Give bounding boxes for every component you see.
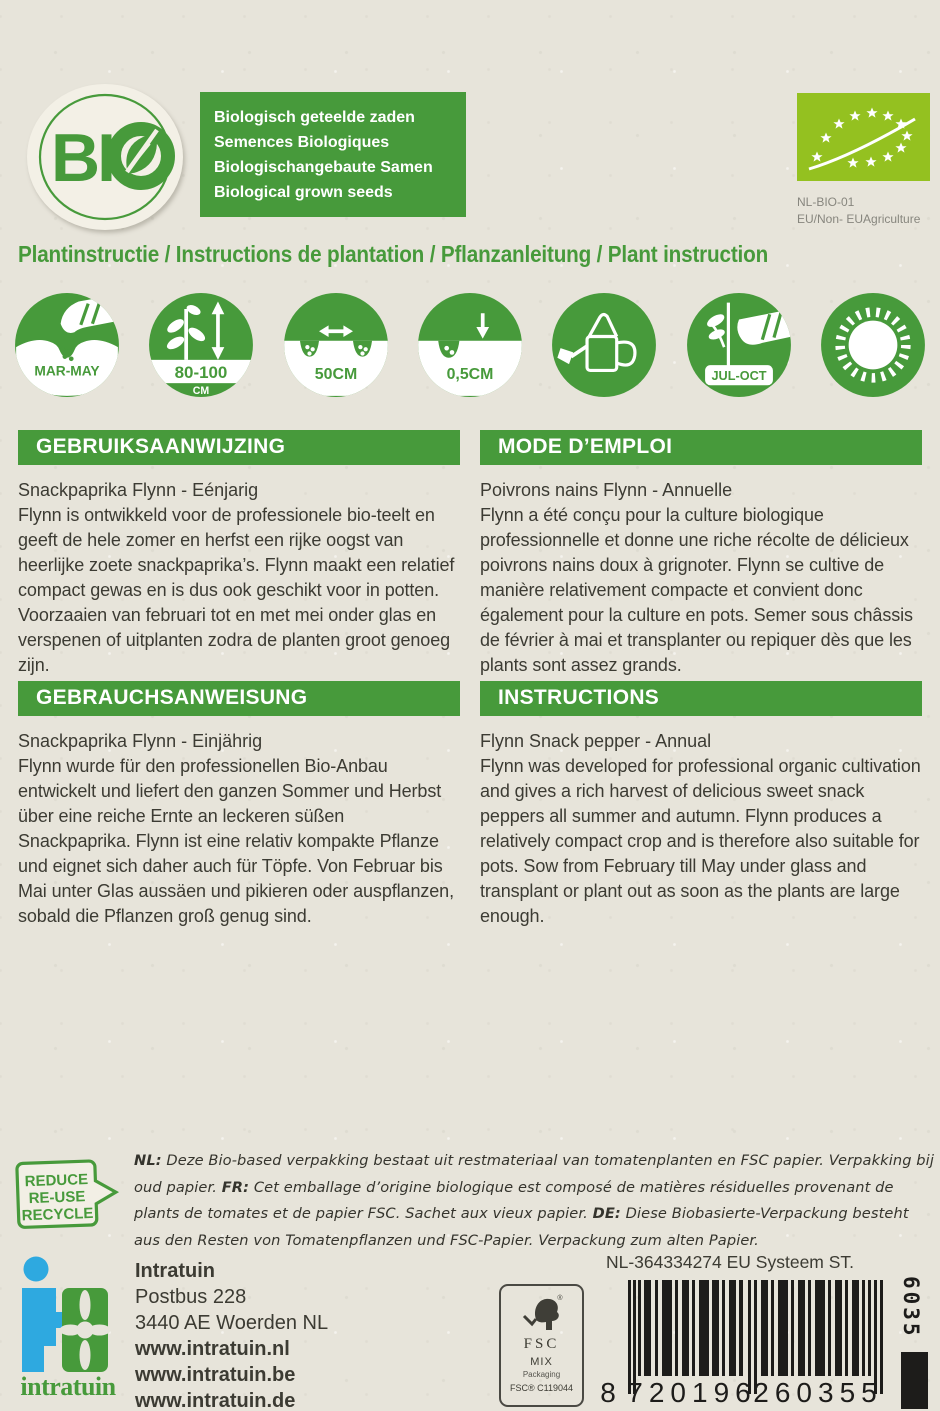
company-name: Intratuin (135, 1260, 215, 1282)
ean-barcode (594, 1280, 886, 1411)
plant-height-icon (148, 292, 254, 398)
intratuin-wordmark: intratuin (20, 1372, 116, 1401)
icon-label: 0,5CM (446, 365, 494, 383)
eu-origin: EU/Non- EUAgriculture (797, 212, 921, 226)
section-subtitle: Poivrons nains Flynn - Annuelle (480, 480, 733, 500)
icon-sowing-depth (417, 292, 523, 398)
bio-claim-line: Semences Biologiques (214, 134, 390, 151)
icon-label: MAR-MAY (34, 363, 100, 379)
address-block (135, 1258, 328, 1411)
packaging-de-label: DE: (592, 1205, 621, 1222)
bio-logo-icon (24, 82, 186, 234)
fsc-label (499, 1284, 584, 1407)
icon-plant-height (148, 292, 254, 398)
bio-claims-box (200, 92, 466, 217)
watering-can-icon (551, 292, 657, 398)
packaging-nl-label: NL: (134, 1152, 162, 1169)
section-de (18, 681, 460, 929)
recycle-line: REDUCE (24, 1171, 89, 1191)
intratuin-logo-icon (12, 1256, 112, 1374)
recycle-line: RE-USE (28, 1188, 86, 1208)
section-en (480, 681, 922, 929)
ean-group-1: 720196 (627, 1377, 757, 1406)
plant-out-hand-icon (686, 292, 792, 398)
registration-note: NL-364334274 EU Systeem ST. (605, 1252, 855, 1272)
svg-text:®: ® (556, 1295, 563, 1302)
icon-label: 80-100 (174, 362, 228, 382)
bio-claim-line: Biological grown seeds (214, 184, 393, 201)
ean-group-2: 260355 (753, 1377, 883, 1406)
print-color-block (901, 1352, 928, 1409)
website-be: www.intratuin.be (135, 1364, 296, 1386)
culture-icons-row (14, 292, 926, 398)
icon-full-sun (820, 292, 926, 398)
sow-hand-icon (14, 292, 120, 398)
icon-unit-label: CM (193, 384, 210, 397)
address-line-1: Postbus 228 (135, 1286, 247, 1308)
packaging-fr-label: FR: (221, 1178, 250, 1196)
packaging-de-text: Diese Biobasierte-Verpackung besteht aus den Resten von Tomatenpflanzen und FSC-Papier. Verpackung zum alten Papier. (134, 1205, 909, 1249)
eu-organic-logo (797, 93, 940, 228)
icon-label: JUL-OCT (711, 367, 767, 383)
barcode-icon (594, 1280, 886, 1406)
section-subtitle: Flynn Snack pepper - Annual (480, 731, 712, 751)
eu-code: NL-BIO-01 (797, 195, 855, 209)
section-subtitle: Snackpaprika Flynn - Eénjarig (18, 480, 259, 500)
website-nl: www.intratuin.nl (135, 1338, 290, 1360)
section-body: Flynn wurde für den professionellen Bio-Anbau entwickelt und liefert den ganzen Sommer und Herbst über eine reiche Ernte an leckeren süßen Snackpaprika. Flynn ist eine relativ kompakte Pflanze und eignet sich daher auch für Töpfe. Von Februar bis Mai unter Glas aussäen und pikieren oder auspflanzen, sobald die Pflanzen groß genug sind. (18, 756, 454, 926)
speech-bubble-icon (12, 1152, 120, 1248)
section-header: GEBRAUCHSANWEISUNG (18, 681, 460, 716)
sun-icon (820, 292, 926, 398)
page-title: Plantinstructie / Instructions de plantation / Pflanzanleitung / Plant instruction (18, 241, 769, 267)
section-header: INSTRUCTIONS (480, 681, 922, 716)
section-header: MODE D’EMPLOI (480, 430, 922, 465)
section-nl (18, 430, 460, 678)
packaging-nl-text: Deze Bio-based verpakking bestaat uit restmateriaal van tomatenplanten en FSC papier. Verpakking bij oud papier. (134, 1152, 934, 1196)
sowing-depth-icon (417, 292, 523, 398)
fsc-tree-icon (520, 1291, 564, 1333)
recycle-bubble (12, 1152, 120, 1253)
fsc-name: FSC (523, 1336, 560, 1352)
section-body: Flynn a été conçu pour la culture biologique professionnelle et donne une riche récolte de délicieux poivrons nains doux à grignoter. Flynn se cultive de manière relativement compacte et convient donc également pour la culture en pots. Semer sous châssis de février à mai et transplanter ou repiquer dès que les plants sont assez grands. (480, 505, 913, 675)
fsc-grade: MIX (530, 1356, 553, 1368)
address-line-2: 3440 AE Woerden NL (135, 1312, 329, 1334)
fsc-license: FSC® C119044 (510, 1383, 573, 1393)
icon-harvest-period (686, 292, 792, 398)
ean-first-digit: 8 (600, 1377, 616, 1406)
website-de: www.intratuin.de (135, 1390, 296, 1411)
plant-spacing-icon (283, 292, 389, 398)
fsc-scope: Packaging (522, 1370, 561, 1379)
section-body: Flynn was developed for professional organic cultivation and gives a rich harvest of delicious sweet snack peppers all summer and autumn. Flynn produces a relatively compact crop and is therefore also suitable for pots. Sow from February till May under glass and transplant or plant out as soon as the plants are large enough. (480, 756, 921, 926)
icon-sowing-period (14, 292, 120, 398)
print-side-code: 6035 (899, 1276, 923, 1339)
bio-logo (24, 82, 186, 239)
section-fr (480, 430, 922, 678)
bio-claim-line: Biologischangebaute Samen (214, 159, 433, 176)
icon-watering (551, 292, 657, 398)
bio-claim-line: Biologisch geteelde zaden (214, 109, 415, 126)
bio-logo-text: BI (51, 120, 113, 196)
section-subtitle: Snackpaprika Flynn - Einjährig (18, 731, 263, 751)
section-body: Flynn is ontwikkeld voor de professionele bio-teelt en geeft de hele zomer en herfst een rijke oogst van heerlijke zoete snackpaprika’s. Flynn maakt een relatief compact gewas en is dus ook geschikt voor in potten. Voorzaaien van februari tot en met mei onder glas en verspenen of uitplanten zodra de planten groot genoeg zijn. (18, 505, 455, 675)
section-header: GEBRUIKSAANWIJZING (18, 430, 460, 465)
packaging-note (134, 1148, 936, 1254)
icon-label: 50CM (314, 365, 357, 383)
icon-plant-spacing (283, 292, 389, 398)
intratuin-logo (12, 1256, 112, 1379)
packaging-fr-text: Cet emballage d’origine biologique est composé de matières résiduelles provenant de plants de tomates et de papier FSC. Sachet aux vieux papier. (134, 1178, 894, 1222)
eu-leaf-stars-icon (797, 93, 930, 181)
recycle-line: RECYCLE (21, 1204, 94, 1225)
